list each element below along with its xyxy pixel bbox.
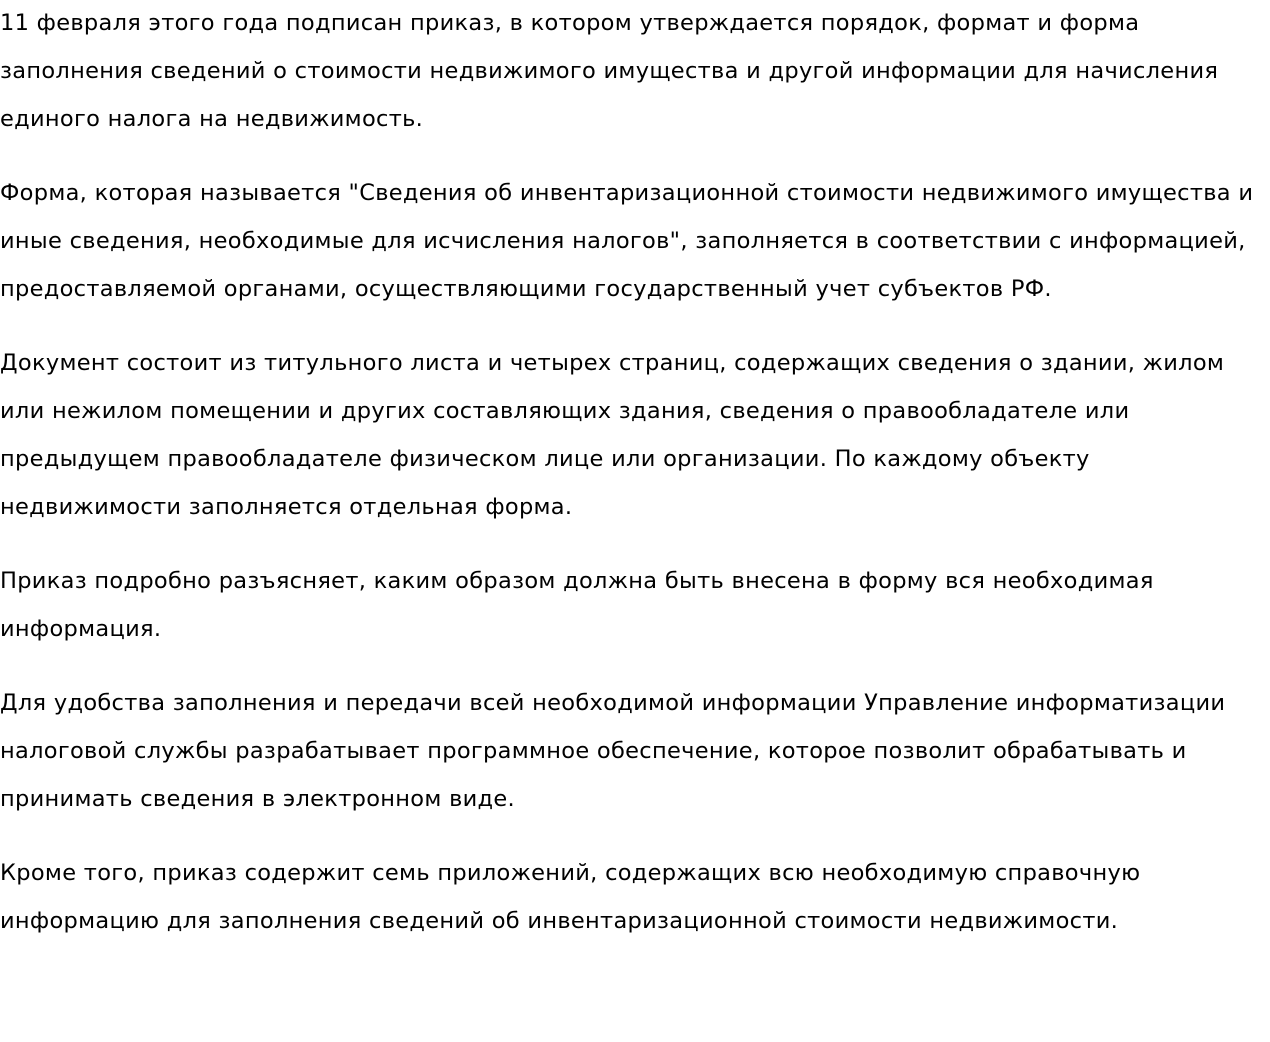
paragraph-appendices: Кроме того, приказ содержит семь приложений, содержащих всю необходимую справочную информацию для заполнения сведений об инвентаризационной стоимости недвижимости. — [0, 860, 1141, 934]
paragraph-document-structure: Документ состоит из титульного листа и четырех страниц, содержащих сведения о здании, жилом или нежилом помещении и других составляющих здания, сведения о правообладателе или предыдущем правообладателе физическом лице или организации. По каждому объекту недвижимости заполняется отдельная форма. — [0, 350, 1225, 520]
paragraph-order-signed: 11 февраля этого года подписан приказ, в котором утверждается порядок, формат и форма заполнения сведений о стоимости недвижимого имущества и другой информации для начисления единого налога на недвижимость. — [0, 10, 1219, 132]
paragraph-software: Для удобства заполнения и передачи всей необходимой информации Управление информатизации налоговой службы разрабатывает программное обеспечение, которое позволит обрабатывать и принимать сведения в электронном виде. — [0, 690, 1226, 812]
paragraph-order-explains: Приказ подробно разъясняет, каким образом должна быть внесена в форму вся необходимая информация. — [0, 568, 1154, 642]
paragraph-form-name: Форма, которая называется "Сведения об инвентаризационной стоимости недвижимого имущества и иные сведения, необходимые для исчисления налогов", заполняется в соответствии с информацией, предоставляемой органами, осуществляющими государственный учет субъектов РФ. — [0, 180, 1254, 302]
